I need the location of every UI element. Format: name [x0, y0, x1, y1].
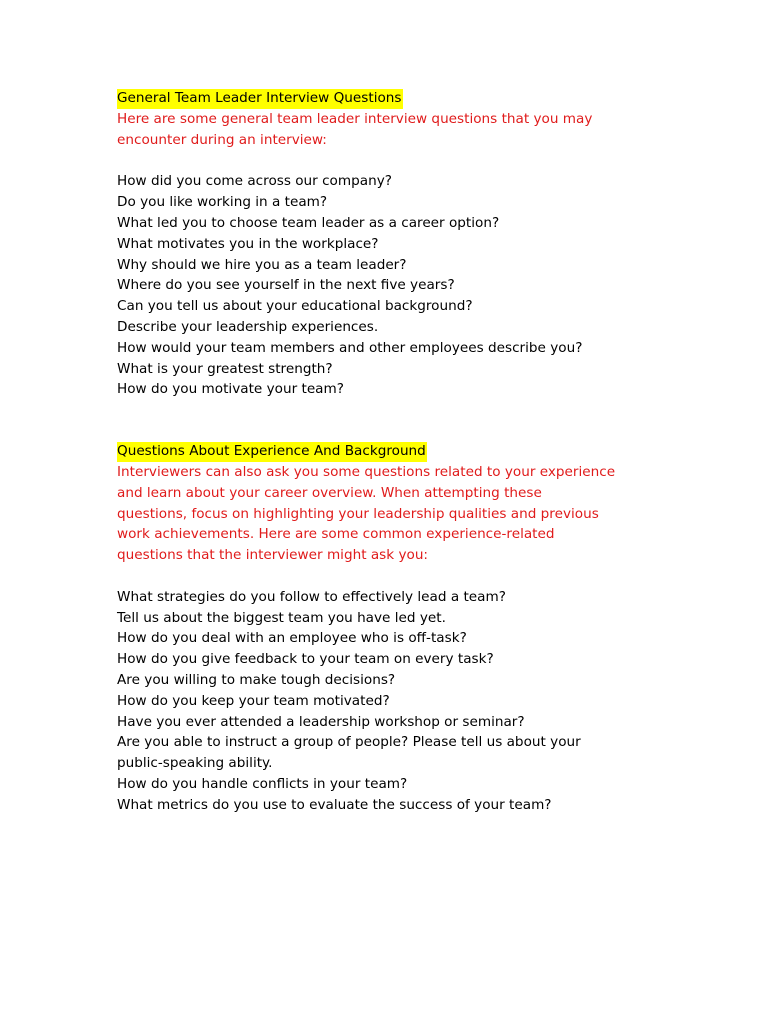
question-item: Can you tell us about your educational background?	[117, 298, 473, 315]
question-item: What is your greatest strength?	[117, 360, 333, 377]
question-item: How do you give feedback to your team on every task?	[117, 651, 494, 668]
question-item: Describe your leadership experiences.	[117, 318, 379, 335]
question-list	[117, 587, 677, 816]
question-item: Tell us about the biggest team you have led yet.	[117, 609, 446, 626]
question-item: Why should we hire you as a team leader?	[117, 256, 407, 273]
question-item: How do you motivate your team?	[117, 381, 344, 398]
question-item: Are you able to instruct a group of people? Please tell us about your public-speaking ability.	[117, 734, 581, 772]
section-intro: Interviewers can also ask you some questions related to your experience and learn about your career overview. When attempting these questions, focus on highlighting your leadership qualities and previous work achievements. Here are some common experience-related questions that the interviewer might ask you:	[117, 464, 616, 564]
section-heading: General Team Leader Interview Questions	[117, 89, 403, 109]
question-item: How did you come across our company?	[117, 173, 392, 190]
question-item: What led you to choose team leader as a career option?	[117, 214, 500, 231]
section-experience-questions	[117, 442, 677, 816]
question-item: How would your team members and other employees describe you?	[117, 339, 583, 356]
section-heading: Questions About Experience And Background	[117, 442, 427, 462]
question-item: Do you like working in a team?	[117, 194, 328, 211]
question-item: Are you willing to make tough decisions?	[117, 671, 396, 688]
question-item: How do you keep your team motivated?	[117, 692, 390, 709]
section-general-questions	[117, 89, 677, 400]
section-intro: Here are some general team leader interview questions that you may encounter during an interview:	[117, 111, 593, 148]
question-item: How do you deal with an employee who is off-task?	[117, 630, 467, 647]
question-item: What metrics do you use to evaluate the success of your team?	[117, 796, 552, 813]
question-list	[117, 171, 677, 400]
question-item: How do you handle conflicts in your team?	[117, 775, 408, 792]
question-item: Where do you see yourself in the next five years?	[117, 277, 455, 294]
question-item: What motivates you in the workplace?	[117, 235, 379, 252]
question-item: What strategies do you follow to effectively lead a team?	[117, 588, 506, 605]
question-item: Have you ever attended a leadership workshop or seminar?	[117, 713, 525, 730]
